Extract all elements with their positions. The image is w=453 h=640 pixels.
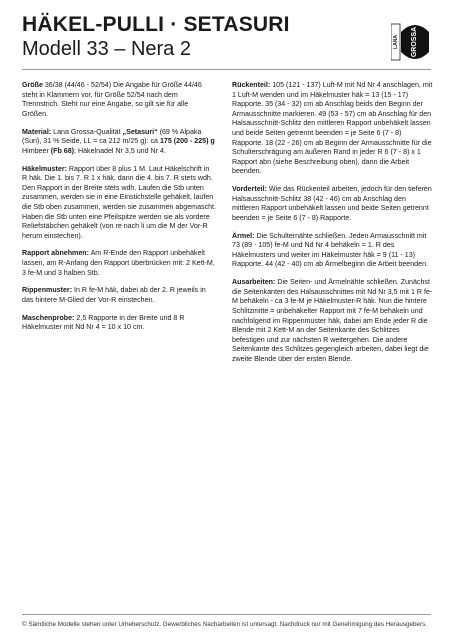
ausarb-text: Die Seiten- und Ärmelnähte schließen. Zunächst die Seitenkanten des Halsausschnittes mit Nd Nr 3,5 mit 1 R fe-M behäkeln - ca 3 fe-M je Häkelmuster-R häk. Nun die hintere Schlitzmitte = unbehäkelter Rapport mit 7 fe-M behäkeln und nachfolgend im Rippenmuster häk, dabei am Ende jeder R die Blende mit 2 Kett-M an der Seitenkante des Schlitzes befestigen und zur nächsten R weitergehen. Die andere Seitenkante des Schlitzes gegengleich arbeiten, dabei liegt die zweite Blende über der ersten Blende.	[232, 278, 433, 363]
material-heading: Material:	[22, 127, 52, 136]
left-column	[22, 81, 216, 341]
section-rippenmuster	[22, 286, 216, 305]
section-rapport-abnehmen	[22, 249, 216, 278]
material-color: (Fb 68)	[50, 146, 75, 155]
material-text-3: Himbeer	[22, 146, 51, 155]
groesse-text: 36/38 (44/46 - 52/54) Die Angabe für Größe 44/46 steht in Klammern vor, für Größe 52/54 nach dem Trennstrich. Steht nur eine Angabe, so gilt sie für alle Größen.	[22, 81, 202, 118]
groesse-heading: Größe	[22, 81, 43, 89]
page-title: HÄKEL-PULLI · SETASURI	[22, 13, 290, 36]
rapport-text: Am R-Ende den Rapport unbehäkelt lassen, am R-Anfang den Rapport überbrücken mit: 2 Kett-M, 3 fe-M und 3 halben Stb.	[22, 249, 215, 277]
ausarb-heading: Ausarbeiten:	[232, 278, 276, 287]
right-column	[232, 81, 434, 373]
haekelmuster-text: Rapport über 8 plus 1 M. Laut Häkelschrift in R häk. Die 1. bis 7. R 1 x häk, dann die 4. bis 7. R stets wdh. Den Rapport in der Breite stets wdh. Laufen die Stb unten zusammen, werden sie in eine Einstichstelle gehäkelt, laufen die Stb oben zusammen, werden sie zusammen abgemascht. Haben die Stb unten eine Pfeilspitze werden sie als vordere Reliefstäbchen gehäkelt (von re nach li um die M der Vor-R herum einstechen).	[22, 164, 216, 240]
header-divider	[22, 69, 431, 70]
haekelmuster-heading: Häkelmuster:	[22, 164, 67, 173]
material-text-1: Lana Grossa-Qualität	[51, 127, 123, 136]
vorder-text: Wie das Rückenteil arbeiten, jedoch für den tieferen Halsausschnitt-Schlitz 38 (42 - 46) cm ab Anschlag den mittleren Rapport unbehäkelt lassen und beide Seiten getrennt beenden = je Seite 6 (7 - 8) Rapporte.	[232, 185, 432, 222]
rueck-heading: Rückenteil:	[232, 81, 271, 89]
section-material	[22, 128, 216, 157]
svg-text:GROSSA: GROSSA	[411, 26, 418, 58]
rippen-text: In R fe-M häk, dabei ab der 2. R jeweils in das hintere M-Glied der Vor-R einstechen.	[22, 286, 206, 305]
aermel-heading: Ärmel:	[232, 231, 255, 240]
maschen-heading: Maschenprobe:	[22, 313, 75, 322]
rippen-heading: Rippenmuster:	[22, 286, 73, 295]
section-ausarbeiten	[232, 278, 434, 364]
maschen-text: 2,5 Rapporte in der Breite und 8 R Häkelmuster mit Nd Nr 4 = 10 x 10 cm.	[22, 313, 185, 332]
aermel-text: Die Schulternähte schließen. Jeden Armausschnitt mit 73 (89 - 105) fe-M und Nd Nr 4 behäkeln = 1. R des Häkelmusters und weiter im Häkelmuster häk = 9 (11 - 13) Rapporte. 44 (42 - 40) cm ab Ärmelbeginn die Arbeit beenden.	[232, 231, 428, 269]
section-groesse	[22, 81, 216, 119]
lana-grossa-logo	[391, 20, 431, 64]
material-amount: 175 (200 - 225) g	[159, 137, 215, 146]
page-subtitle: Modell 33 – Nera 2	[22, 38, 191, 60]
rueck-text: 105 (121 - 137) Luft-M mit Nd Nr 4 anschlagen, mit 1 Luft-M wenden und im Häkelmuster häk = 13 (15 - 17) Rapporte. 35 (34 - 32) cm ab Anschlag beids den Beginn der Armausschnitte markieren. 49 (53 - 57) cm ab Anschlag für den Halsausschnitt-Schlitz den mittleren Rapport unbehäkelt lassen und beide Seiten getrennt beenden = je Seite 6 (7 - 8) Rapporte. 18 (22 - 26) cm ab Beginn der Armausschnitte für die Schulterschrägung am äußeren Rand in jeder R 6 (7 - 8) x 1 Rapport abn (siehe Beschreibung oben), dann die Arbeit beenden.	[232, 81, 433, 176]
section-rueckenteil	[232, 81, 434, 177]
vorder-heading: Vorderteil:	[232, 185, 267, 194]
footer-divider	[22, 614, 431, 615]
svg-text:LANA: LANA	[392, 35, 399, 49]
material-quality: „Setasuri“	[122, 127, 158, 136]
section-aermel	[232, 232, 434, 270]
material-text-4: ; Häkelnadel Nr 3,5 und Nr 4.	[74, 146, 166, 155]
section-vorderteil	[232, 185, 434, 223]
section-maschenprobe	[22, 314, 216, 333]
rapport-heading: Rapport abnehmen:	[22, 249, 89, 258]
copyright-footer: © Sämtliche Modelle stehen unter Urheberschutz. Gewerbliches Nacharbeiten ist untersagt. Nachdruck nur mit Genehmigung des Herausgebers.	[22, 621, 428, 628]
section-haekelmuster	[22, 165, 216, 242]
material-text-2: (69 % Alpaka (Suri), 31 % Seide, LL = ca 212 m/25 g): ca	[22, 127, 202, 146]
